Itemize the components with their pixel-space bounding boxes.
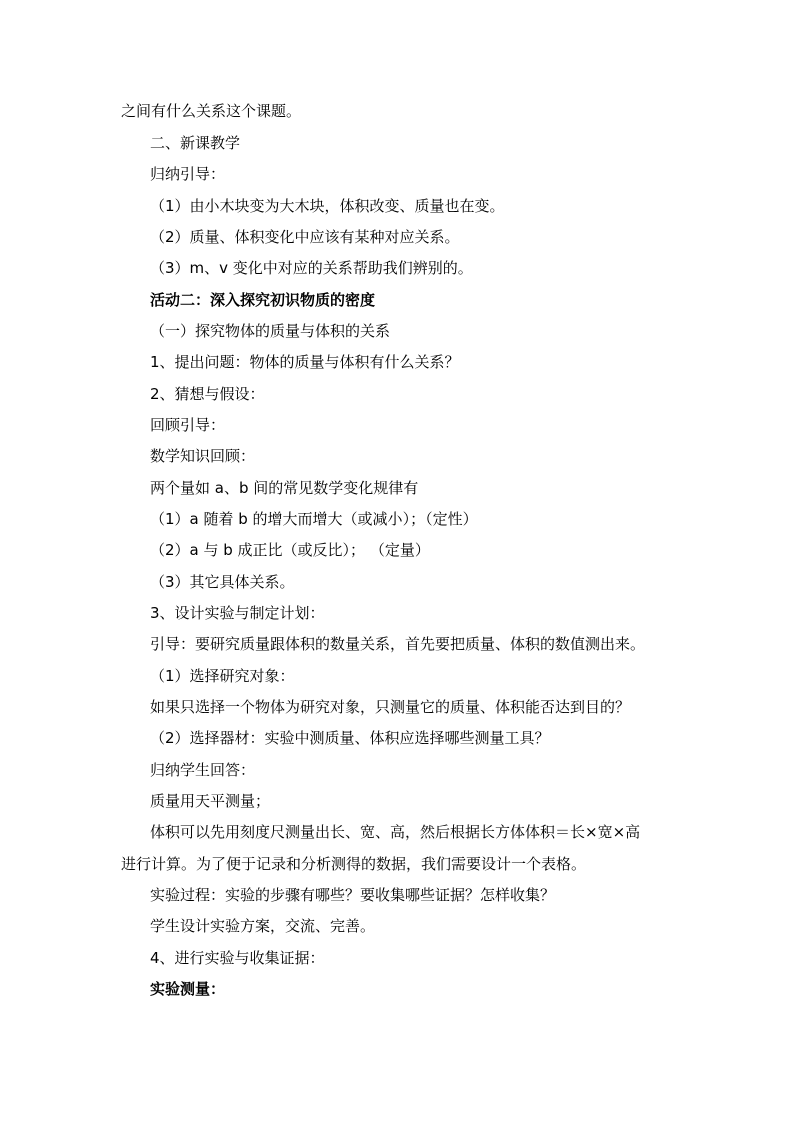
text-line: 4、进行实验与收集证据：: [150, 949, 325, 967]
text-line: 回顾引导：: [150, 416, 226, 434]
text-line: 两个量如 a、b 间的常见数学变化规律有: [150, 479, 419, 497]
text-line: （1）选择研究对象：: [150, 667, 295, 685]
text-line: 体积可以先用刻度尺测量出长、宽、高，然后根据长方体体积＝长×宽×高: [150, 823, 641, 841]
text-line: 2、猜想与假设：: [150, 385, 265, 403]
text-line: 引导：要研究质量跟体积的数量关系，首先要把质量、体积的数值测出来。: [150, 635, 646, 653]
text-line: 归纳引导：: [150, 165, 226, 183]
text-line: 归纳学生回答：: [150, 761, 256, 779]
text-line: （1）a 随着 b 的增大而增大（或减小）；（定性）: [150, 510, 478, 528]
text-line: （2）a 与 b 成正比（或反比）； （定量）: [150, 541, 430, 559]
text-line: （1）由小木块变为大木块，体积改变、质量也在变。: [150, 197, 505, 215]
text-line: （3）m、v 变化中对应的关系帮助我们辨别的。: [150, 259, 473, 277]
text-line: 学生设计实验方案，交流、完善。: [150, 917, 376, 935]
text-line-continuation: 进行计算。为了便于记录和分析测得的数据，我们需要设计一个表格。: [121, 855, 587, 873]
activity-heading: 活动二：深入探究初识物质的密度: [150, 291, 376, 309]
text-line: 1、提出问题：物体的质量与体积有什么关系？: [150, 353, 460, 371]
section-heading-new-lesson: 二、新课教学: [150, 134, 241, 152]
text-line: 实验过程：实验的步骤有哪些？要收集哪些证据？怎样收集？: [150, 886, 556, 904]
text-line: （2）选择器材：实验中测质量、体积应选择哪些测量工具？: [150, 729, 550, 747]
text-line: （3）其它具体关系。: [150, 573, 295, 591]
experiment-heading: 实验测量：: [150, 980, 226, 998]
text-line-continuation: 之间有什么关系这个课题。: [121, 102, 302, 120]
text-line: 如果只选择一个物体为研究对象，只测量它的质量、体积能否达到目的？: [150, 698, 631, 716]
subsection-heading: （一）探究物体的质量与体积的关系: [150, 322, 391, 340]
text-line: 数学知识回顾：: [150, 447, 256, 465]
text-line: 3、设计实验与制定计划：: [150, 604, 325, 622]
text-line: （2）质量、体积变化中应该有某种对应关系。: [150, 228, 460, 246]
text-line: 质量用天平测量；: [150, 792, 271, 810]
